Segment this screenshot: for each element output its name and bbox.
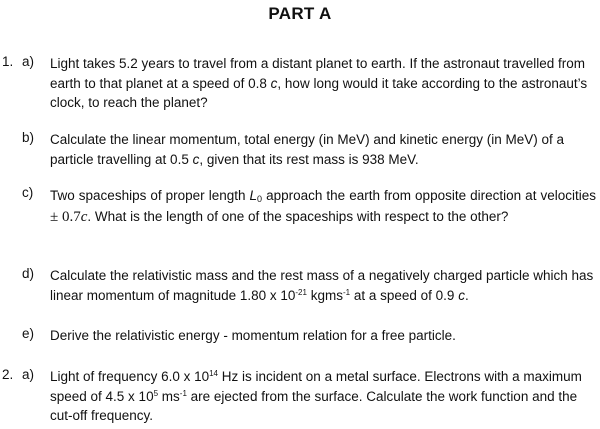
question-number: 2. [2,367,14,382]
part-label: c) [22,185,34,200]
question-number: 1. [2,54,14,69]
question-1b-text: Calculate the linear momentum, total energy (in MeV) and kinetic energy (in MeV) of a particle travelling at 0.5 c, given that its rest mass is 938 MeV. [50,132,564,167]
page-title: PART A [268,4,332,23]
part-label: e) [22,326,35,341]
question-2a-text: Light of frequency 6.0 x $10^{14}$ Hz is incident on a metal surface. Electrons with a maximum speed of 4.5 x $10^5$ $ms^{-1}$ are ejected from the surface. Calculate the work function and the cut-off frequency. [50,369,582,423]
question-1c-text: Two spaceships of proper length $L_0$ approach the earth from opposite direction at velocities ± 0.7c. What is the length of one of the spaceships with respect to the other? [50,188,596,225]
part-label: b) [22,130,35,145]
part-label: a) [22,367,35,382]
part-label: d) [22,266,35,281]
part-label: a) [22,54,35,69]
question-1e-text: Derive the relativistic energy - momentum relation for a free particle. [50,328,456,343]
question-1a-text: Light takes 5.2 years to travel from a distant planet to earth. If the astronaut travelled from earth to that planet at a speed of 0.8 c, how long would it take according to the astronaut’s clock, to reach the planet? [50,56,588,110]
question-1d-text: Calculate the relativistic mass and the rest mass of a negatively charged particle which has linear momentum of magnitude 1.80 x $10^{-21}$ kgms$^{-1}$ at a speed of 0.9 c. [50,268,594,303]
